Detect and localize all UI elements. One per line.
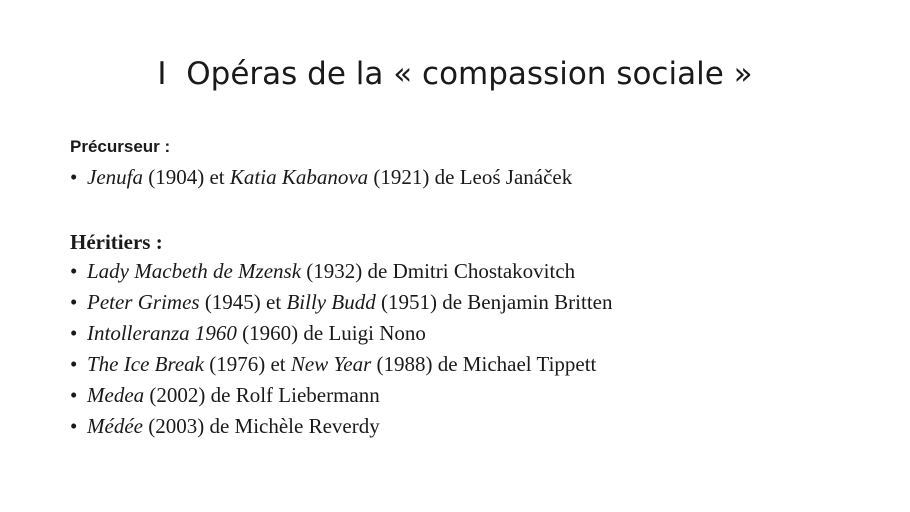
heritiers-item bbox=[70, 258, 575, 284]
heritiers-item bbox=[70, 320, 426, 346]
heritiers-item bbox=[70, 351, 596, 377]
precurseur-heading: Précurseur : bbox=[70, 137, 171, 156]
item-text: (2003) de Michèle Reverdy bbox=[142, 414, 380, 438]
item-text: (1904) et bbox=[142, 165, 230, 189]
work-title: Médée bbox=[87, 414, 143, 438]
precurseur-item bbox=[70, 164, 572, 190]
work-title: Jenufa bbox=[87, 165, 143, 189]
item-text: (2002) de Rolf Liebermann bbox=[144, 383, 380, 407]
work-title: Peter Grimes bbox=[87, 290, 200, 314]
bullet: • bbox=[70, 321, 78, 345]
work-title: Medea bbox=[87, 383, 145, 407]
heritiers-heading: Héritiers : bbox=[70, 230, 163, 254]
work-title: Intolleranza 1960 bbox=[87, 321, 237, 345]
work-title: Katia Kabanova bbox=[229, 165, 369, 189]
work-title: Lady Macbeth de Mzensk bbox=[87, 259, 302, 283]
heritiers-item bbox=[70, 289, 613, 315]
work-title: New Year bbox=[290, 352, 372, 376]
bullet: • bbox=[70, 165, 78, 189]
bullet: • bbox=[70, 414, 78, 438]
heritiers-item bbox=[70, 413, 380, 439]
item-text: (1976) et bbox=[204, 352, 291, 376]
bullet: • bbox=[70, 352, 78, 376]
item-text: (1921) de Leoś Janáček bbox=[368, 165, 573, 189]
item-text: (1951) de Benjamin Britten bbox=[375, 290, 613, 314]
item-text: (1988) de Michael Tippett bbox=[371, 352, 597, 376]
slide-title: I Opéras de la « compassion sociale » bbox=[157, 56, 753, 92]
heritiers-item bbox=[70, 382, 380, 408]
item-text: (1932) de Dmitri Chostakovitch bbox=[301, 259, 576, 283]
bullet: • bbox=[70, 259, 78, 283]
item-text: (1945) et bbox=[199, 290, 287, 314]
work-title: The Ice Break bbox=[87, 352, 204, 376]
work-title: Billy Budd bbox=[286, 290, 376, 314]
bullet: • bbox=[70, 383, 78, 407]
bullet: • bbox=[70, 290, 78, 314]
item-text: (1960) de Luigi Nono bbox=[236, 321, 426, 345]
